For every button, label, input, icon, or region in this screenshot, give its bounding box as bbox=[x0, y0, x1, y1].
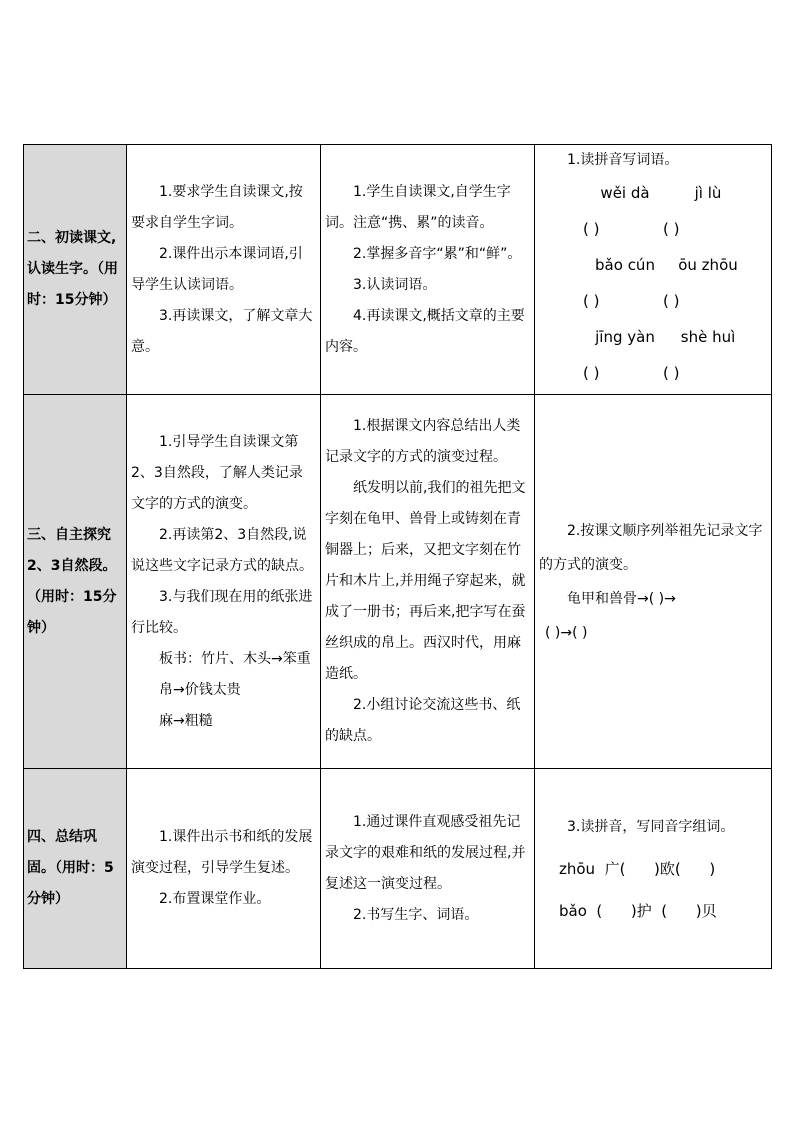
exercise-line: 龟甲和兽骨→( )→ bbox=[567, 590, 676, 607]
student-step: 4.再读课文,概括文章的主要内容。 bbox=[325, 307, 525, 355]
exercise-title: 1.读拼音写词语。 bbox=[567, 152, 679, 168]
table-row bbox=[24, 395, 772, 769]
student-step: 2.小组讨论交流这些书、纸的缺点。 bbox=[325, 697, 521, 744]
student-step: 1.通过课件直观感受祖先记录文字的艰难和纸的发展过程,并复述这一演变过程。 bbox=[325, 813, 526, 892]
teacher-step: 3.与我们现在用的纸张进行比较。 bbox=[131, 588, 313, 636]
teacher-step: 2.布置课堂作业。 bbox=[159, 891, 271, 907]
teacher-step: 1.引导学生自读课文第2、3自然段，了解人类记录文字的方式的演变。 bbox=[131, 433, 303, 512]
teacher-cell bbox=[127, 395, 321, 769]
student-step: 1.根据课文内容总结出人类记录文字的方式的演变过程。 bbox=[325, 418, 521, 465]
exercise-cell bbox=[535, 769, 772, 969]
stage-cell: 三、自主探究2、3自然段。（用时：15分钟） bbox=[24, 395, 127, 769]
exercise-text: 3.读拼音，写同音字组词。 bbox=[567, 818, 735, 835]
table-row bbox=[24, 145, 772, 395]
teacher-step: 2.课件出示本课词语,引导学生认读词语。 bbox=[131, 245, 303, 293]
blackboard-note: 麻→粗糙 bbox=[159, 712, 213, 729]
student-cell bbox=[321, 395, 535, 769]
exercise-line: bǎo ( )护 ( )贝 bbox=[559, 901, 717, 920]
blackboard-note: 帛→价钱太贵 bbox=[159, 681, 241, 698]
pinyin-row: wěi dà jì lù bbox=[600, 184, 722, 202]
student-step: 2.书写生字、词语。 bbox=[353, 906, 479, 923]
student-step: 3.认读词语。 bbox=[353, 276, 437, 293]
teacher-step: 1.课件出示书和纸的发展演变过程，引导学生复述。 bbox=[131, 829, 313, 876]
table-row bbox=[24, 769, 772, 969]
teacher-cell bbox=[127, 145, 321, 395]
exercise-cell bbox=[535, 145, 772, 395]
student-step: 1.学生自读课文,自学生字词。注意“携、累”的读音。 bbox=[325, 183, 511, 231]
blackboard-note: 板书：竹片、木头→笨重 bbox=[159, 650, 311, 667]
exercise-line: zhōu 广( )欧( ) bbox=[559, 859, 716, 878]
exercise-line: ( )→( ) bbox=[545, 624, 588, 641]
exercise-cell bbox=[535, 395, 772, 769]
student-cell bbox=[321, 145, 535, 395]
stage-cell: 二、初读课文,认读生字。（用时：15分钟） bbox=[24, 145, 127, 395]
student-cell bbox=[321, 769, 535, 969]
blank-row: ( ) ( ) bbox=[583, 364, 680, 382]
teacher-step: 2.再读第2、3自然段,说说这些文字记录方式的缺点。 bbox=[131, 526, 313, 574]
blank-row: ( ) ( ) bbox=[583, 220, 680, 238]
student-step: 纸发明以前,我们的祖先把文字刻在龟甲、兽骨上或铸刻在青铜器上；后来，又把文字刻在竹片和木片上,并用绳子穿起来，就成了一册书；再后来,把字写在蚕丝织成的帛上。西汉时代，用麻造纸。 bbox=[325, 480, 526, 682]
lesson-plan-table bbox=[23, 144, 772, 969]
pinyin-row: jīng yàn shè huì bbox=[595, 328, 736, 346]
student-step: 2.掌握多音字“累”和“鲜”。 bbox=[353, 245, 522, 262]
teacher-step: 3.再读课文，了解文章大意。 bbox=[131, 307, 313, 355]
blank-row: ( ) ( ) bbox=[583, 292, 680, 310]
pinyin-row: bǎo cún ōu zhōu bbox=[595, 256, 738, 274]
teacher-cell bbox=[127, 769, 321, 969]
stage-cell: 四、总结巩固。（用时：5分钟） bbox=[24, 769, 127, 969]
exercise-text: 2.按课文顺序列举祖先记录文字的方式的演变。 bbox=[539, 522, 763, 573]
teacher-step: 1.要求学生自读课文,按要求自学生字词。 bbox=[131, 183, 303, 231]
